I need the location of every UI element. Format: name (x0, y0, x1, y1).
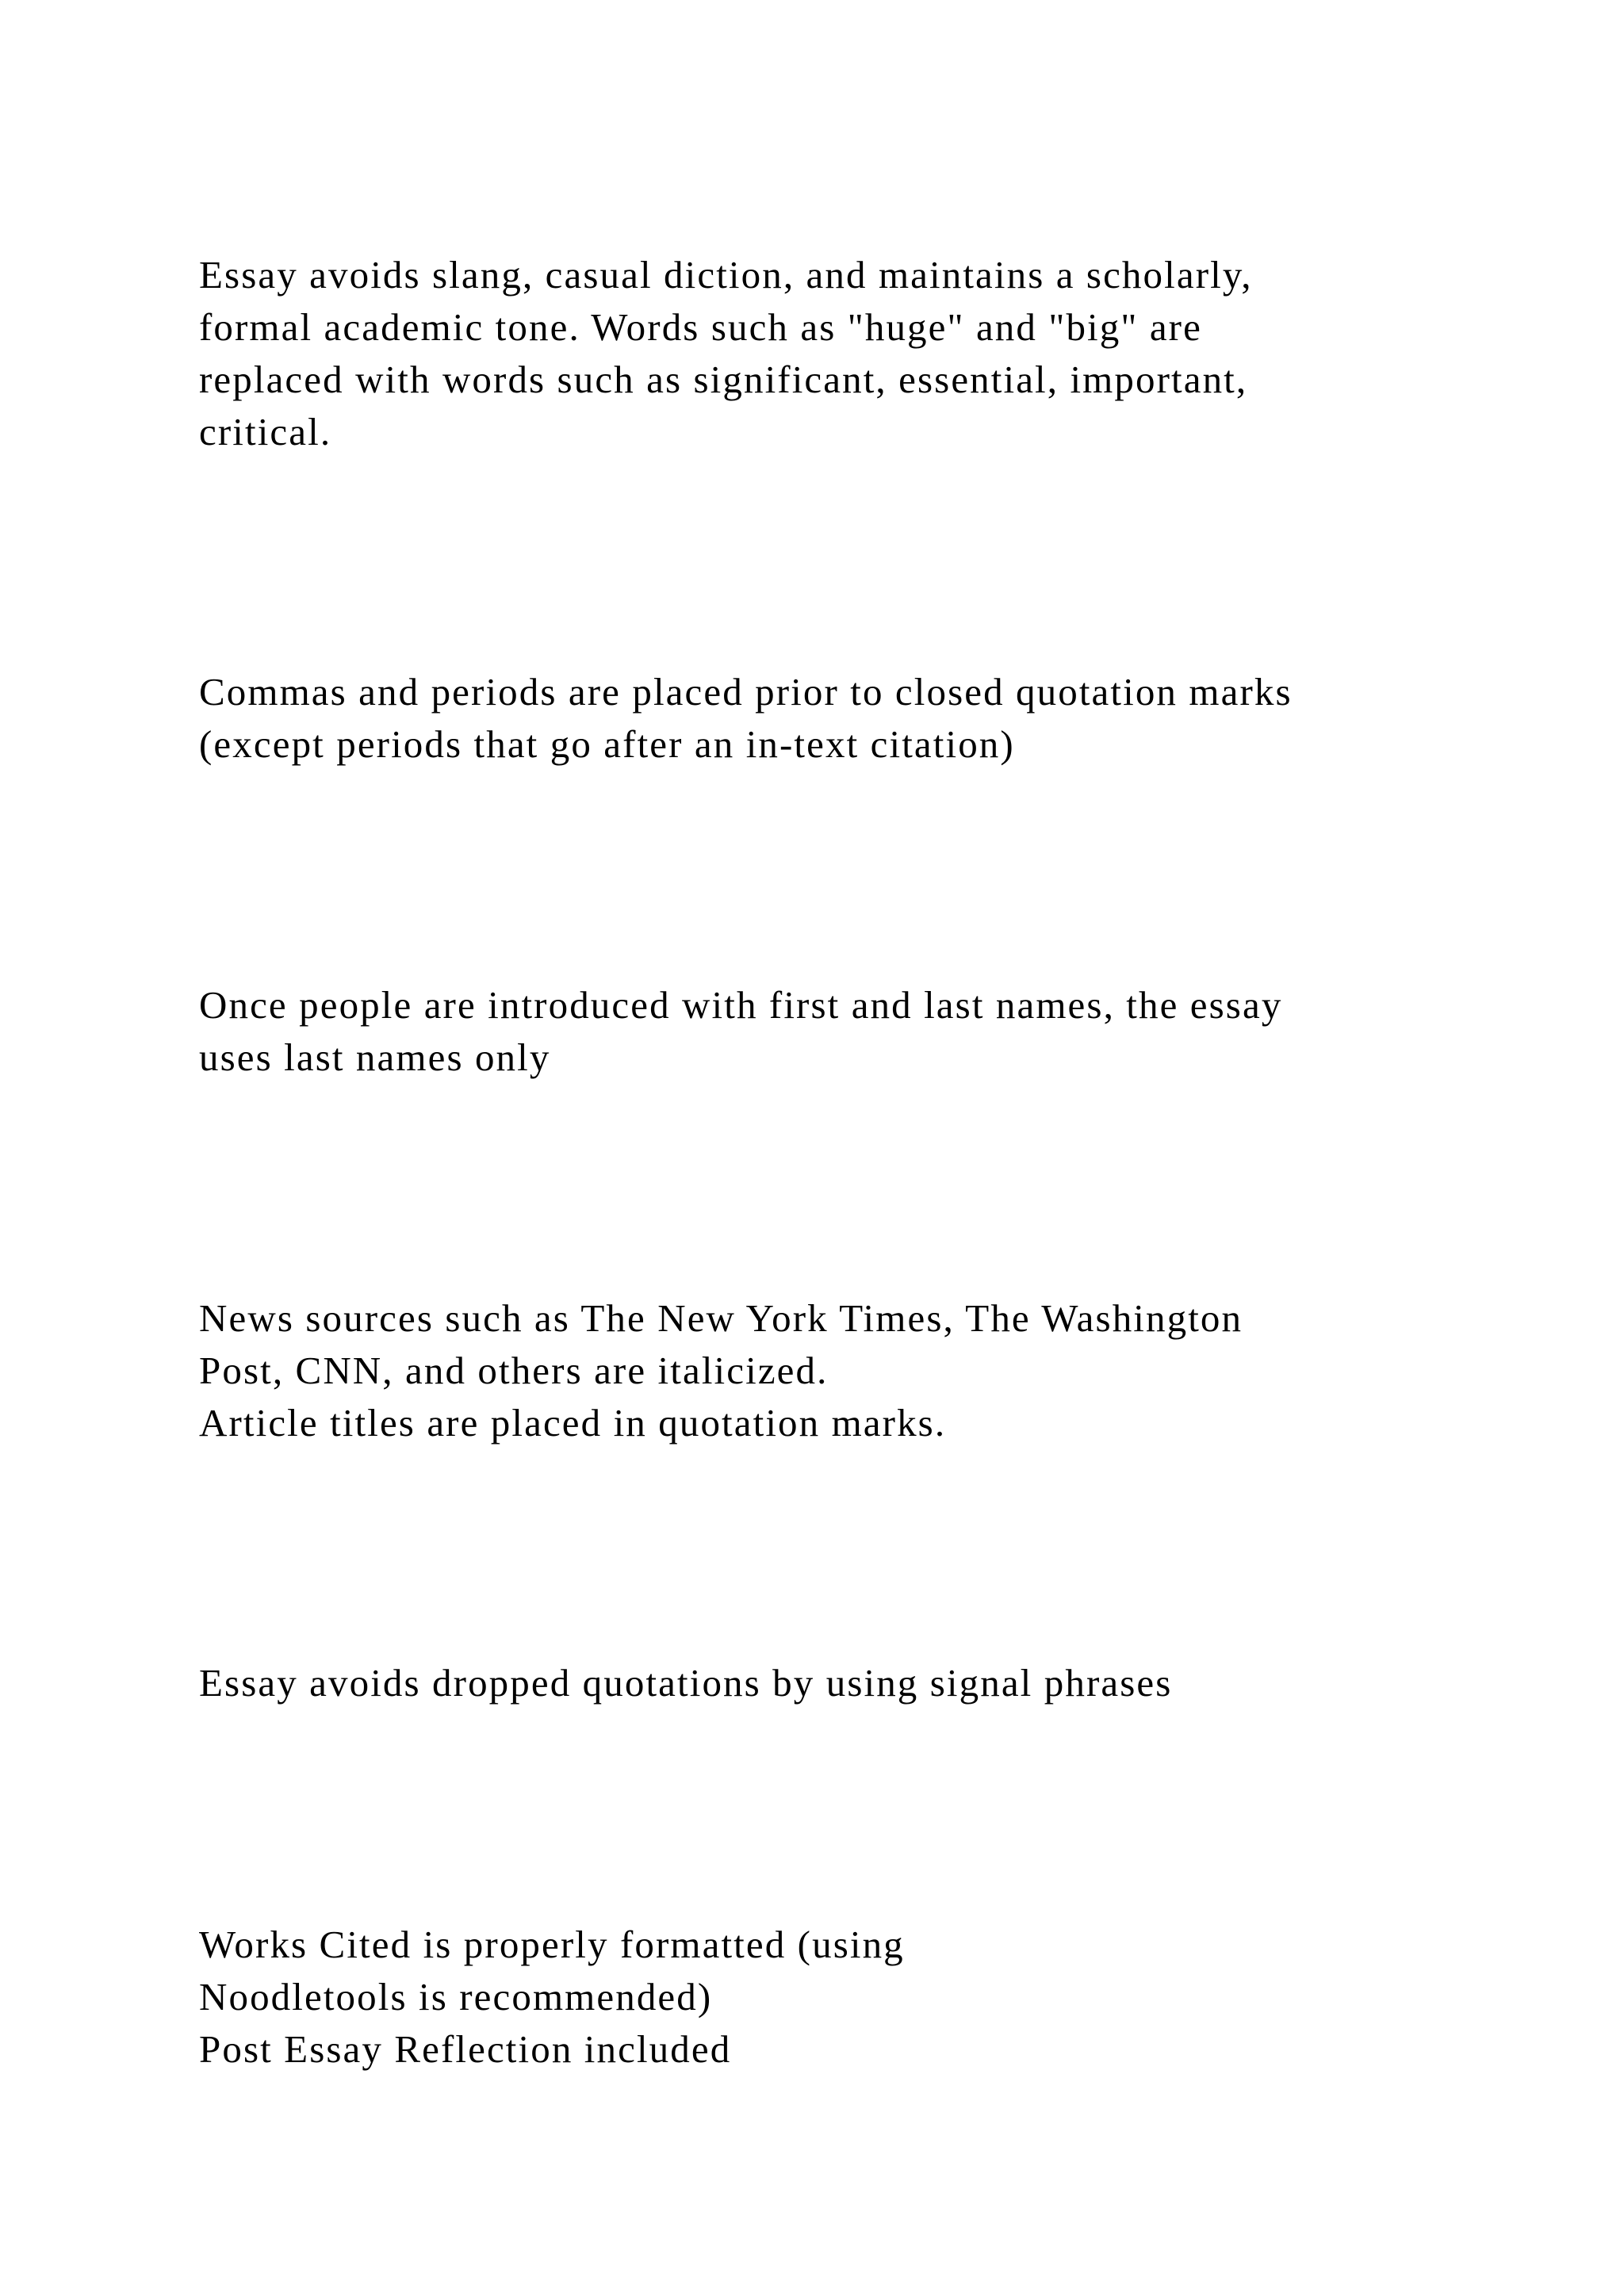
text-line: Works Cited is properly formatted (using (199, 1923, 905, 1966)
text-line: Post, CNN, and others are italicized. (199, 1349, 829, 1392)
text-line: replaced with words such as significant, essential, important, (199, 358, 1248, 401)
text-line: Commas and periods are placed prior to closed quotation marks (199, 670, 1293, 714)
criterion-last-names (199, 979, 1547, 1084)
criterion-punctuation-quotes (199, 666, 1547, 771)
text-line: (except periods that go after an in-text citation) (199, 722, 1015, 766)
text-line: formal academic tone. Words such as "huge" and "big" are (199, 305, 1202, 349)
text-line: News sources such as The New York Times, The Washington (199, 1296, 1243, 1340)
text-line: critical. (199, 410, 332, 453)
criterion-formal-tone (199, 249, 1547, 458)
criterion-news-sources (199, 1292, 1547, 1449)
text-line: Noodletools is recommended) (199, 1975, 713, 2019)
text-line: Post Essay Reflection included (199, 2027, 732, 2071)
text-line: Once people are introduced with first and last names, the essay (199, 983, 1283, 1027)
criterion-signal-phrases (199, 1657, 1547, 1709)
text-line: Article titles are placed in quotation marks. (199, 1401, 947, 1445)
text-line: Essay avoids dropped quotations by using signal phrases (199, 1661, 1173, 1705)
text-line: Essay avoids slang, casual diction, and maintains a scholarly, (199, 253, 1253, 297)
text-line: uses last names only (199, 1035, 551, 1079)
criterion-works-cited (199, 1919, 1547, 2076)
